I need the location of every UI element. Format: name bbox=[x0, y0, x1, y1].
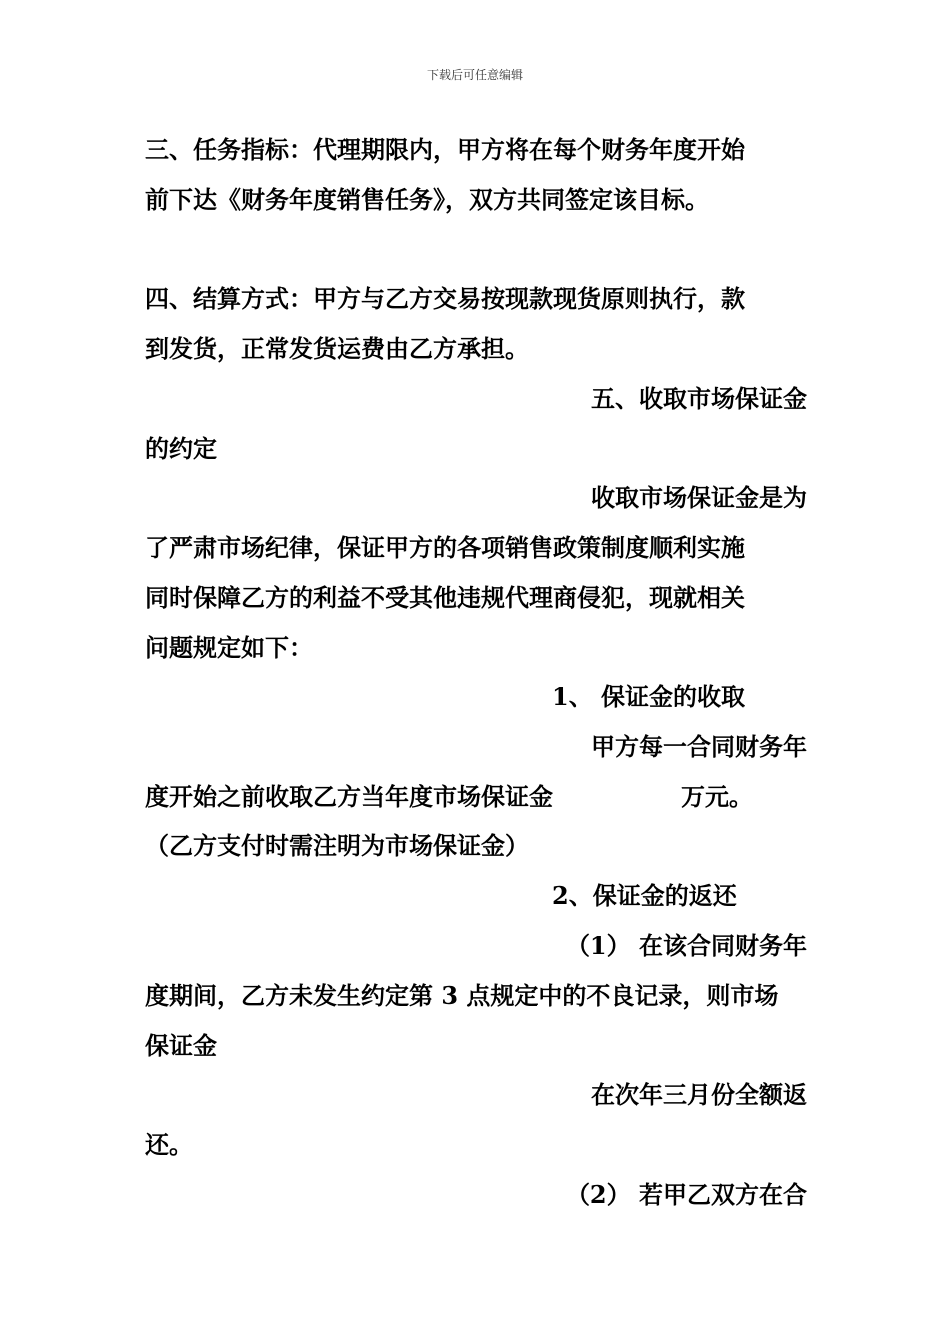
clause-4-line-2: 到发货，正常发货运费由乙方承担。 bbox=[145, 334, 529, 363]
clause-3-line-2: 前下达《财务年度销售任务》，双方共同签定该目标。 bbox=[145, 185, 709, 214]
deposit-collection-line-1: 甲方每一合同财务年 bbox=[591, 732, 807, 761]
clause-5-heading: 五、收取市场保证金 bbox=[591, 384, 807, 413]
download-note: 下载后可任意编辑 bbox=[426, 68, 523, 82]
clause-3-line-1: 三、任务指标：代理期限内，甲方将在每个财务年度开始 bbox=[145, 135, 745, 164]
deposit-collection-line-2 bbox=[145, 777, 807, 817]
clause-5-heading-cont: 的约定 bbox=[145, 434, 217, 463]
return-item-1-line-3: 保证金 bbox=[145, 1031, 217, 1060]
return-item-2-line-1: （2） 若甲乙双方在合 bbox=[565, 1180, 807, 1209]
return-item-1-line-5: 还。 bbox=[145, 1130, 193, 1159]
return-item-1-line-4: 在次年三月份全额返 bbox=[591, 1080, 807, 1109]
deposit-purpose-line-1: 收取市场保证金是为 bbox=[591, 483, 807, 512]
clause-4-line-1: 四、结算方式：甲方与乙方交易按现款现货原则执行，款 bbox=[145, 284, 745, 313]
deposit-return-heading: 2、保证金的返还 bbox=[552, 881, 737, 910]
return-item-1-line-2: 度期间，乙方未发生约定第 3 点规定中的不良记录，则市场 bbox=[145, 981, 779, 1010]
return-item-1-line-1: （1） 在该合同财务年 bbox=[565, 931, 807, 960]
deposit-purpose-line-3: 同时保障乙方的利益不受其他违规代理商侵犯，现就相关 bbox=[145, 583, 745, 612]
deposit-amount-unit: 万元。 bbox=[681, 782, 753, 811]
deposit-purpose-line-4: 问题规定如下： bbox=[145, 633, 313, 662]
deposit-purpose-line-2: 了严肃市场纪律，保证甲方的各项销售政策制度顺利实施 bbox=[145, 533, 745, 562]
deposit-collection-heading: 1、 保证金的收取 bbox=[552, 682, 746, 711]
deposit-payment-note: （乙方支付时需注明为市场保证金） bbox=[145, 831, 529, 860]
deposit-collection-text: 度开始之前收取乙方当年度市场保证金 bbox=[145, 782, 553, 811]
